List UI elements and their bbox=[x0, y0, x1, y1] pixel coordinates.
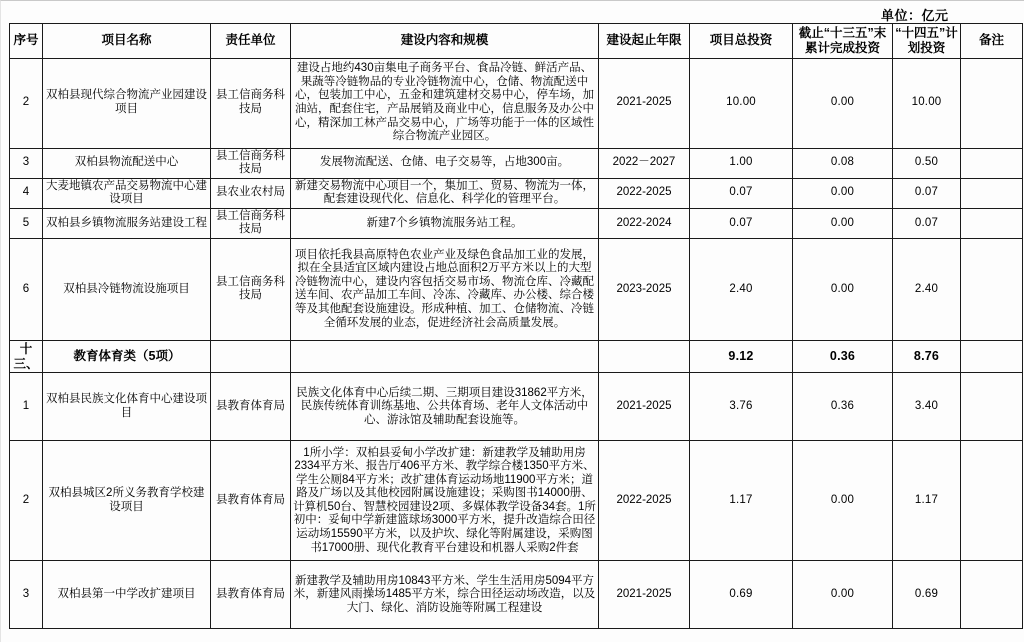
cell-planned: 10.00 bbox=[893, 58, 961, 148]
cell-note bbox=[961, 340, 1023, 373]
cell-note bbox=[961, 441, 1023, 561]
cell-project-name: 双柏县乡镇物流服务站建设工程 bbox=[43, 208, 211, 238]
cell-content: 发展物流配送、仓储、电子交易等，占地300亩。 bbox=[291, 148, 599, 178]
table-row bbox=[10, 148, 1023, 178]
cell-project-name: 双柏县物流配送中心 bbox=[43, 148, 211, 178]
header-unit: 责任单位 bbox=[211, 24, 291, 59]
cell-content: 1所小学：双柏县妥甸小学改扩建：新建教学及辅助用房2334平方米、报告厅406平方米、教学综合楼1350平方米、学生公厕84平方米；改扩建体育运动场地11900平方米；道路及广场以及其他校园附属设施建设；采购图书14000册、计算机50台、智慧校园建设2项、多媒体教学设备34套。1所初中：妥甸中学新建篮球场3000平方米，提升改造综合田径运动场15590平方米，以及护坎、绿化等附属建设，采购图书17000册、现代化教育平台建设和机器人采购2件套 bbox=[291, 441, 599, 561]
cell-note bbox=[961, 561, 1023, 629]
cell-section-no: 十三、 bbox=[10, 340, 43, 373]
cell-completed: 0.00 bbox=[793, 441, 893, 561]
header-completed: 截止“十三五”末累计完成投资 bbox=[793, 24, 893, 59]
cell-total: 2.40 bbox=[690, 238, 793, 340]
cell-no: 3 bbox=[10, 561, 43, 629]
cell-project-name: 双柏县民族文化体育中心建设项目 bbox=[43, 373, 211, 441]
cell-note bbox=[961, 58, 1023, 148]
cell-years: 2021-2025 bbox=[599, 373, 690, 441]
cell-planned: 3.40 bbox=[893, 373, 961, 441]
cell-planned: 0.50 bbox=[893, 148, 961, 178]
cell-content: 新建教学及辅助用房10843平方米、学生生活用房5094平方米，新建风雨操场1485平方米，综合田径运动场改造，以及大门、绿化、消防设施等附属工程建设 bbox=[291, 561, 599, 629]
cell-no: 6 bbox=[10, 238, 43, 340]
cell-planned: 2.40 bbox=[893, 238, 961, 340]
cell-completed: 0.00 bbox=[793, 208, 893, 238]
cell-completed: 0.00 bbox=[793, 561, 893, 629]
cell-project-name: 双柏县冷链物流设施项目 bbox=[43, 238, 211, 340]
header-name: 项目名称 bbox=[43, 24, 211, 59]
cell-years: 2022－2027 bbox=[599, 148, 690, 178]
cell-content: 民族文化体育中心后续二期、三期项目建设31862平方米，民族传统体育训练基地、公共体育场、老年人文体活动中心、游泳馆及辅助配套设施等。 bbox=[291, 373, 599, 441]
cell-note bbox=[961, 148, 1023, 178]
cell-project-name: 双柏县第一中学改扩建项目 bbox=[43, 561, 211, 629]
cell-unit: 县农业农村局 bbox=[211, 178, 291, 208]
cell-total: 0.07 bbox=[690, 208, 793, 238]
cell-years: 2021-2025 bbox=[599, 561, 690, 629]
cell-completed: 0.36 bbox=[793, 340, 893, 373]
cell-unit: 县教育体育局 bbox=[211, 373, 291, 441]
cell-years: 2023-2025 bbox=[599, 238, 690, 340]
header-years: 建设起止年限 bbox=[599, 24, 690, 59]
cell-total: 10.00 bbox=[690, 58, 793, 148]
cell-years: 2022-2025 bbox=[599, 441, 690, 561]
header-note: 备注 bbox=[961, 24, 1023, 59]
cell-no: 5 bbox=[10, 208, 43, 238]
header-no: 序号 bbox=[10, 24, 43, 59]
cell-completed: 0.08 bbox=[793, 148, 893, 178]
table-header-row bbox=[10, 24, 1023, 59]
cell-no: 2 bbox=[10, 441, 43, 561]
header-planned: “十四五”计划投资 bbox=[893, 24, 961, 59]
cell-completed: 0.00 bbox=[793, 238, 893, 340]
cell-planned: 1.17 bbox=[893, 441, 961, 561]
cell-no: 4 bbox=[10, 178, 43, 208]
cell-no: 1 bbox=[10, 373, 43, 441]
cell-planned: 0.07 bbox=[893, 178, 961, 208]
cell-content: 新建7个乡镇物流服务站工程。 bbox=[291, 208, 599, 238]
cell-completed: 0.00 bbox=[793, 58, 893, 148]
cell-unit: 县工信商务科技局 bbox=[211, 238, 291, 340]
cell-planned: 0.69 bbox=[893, 561, 961, 629]
cell-note bbox=[961, 208, 1023, 238]
table-row bbox=[10, 441, 1023, 561]
cell-content: 新建交易物流中心项目一个，集加工、贸易、物流为一体，配套建设现代化、信息化、科学化的管理平台。 bbox=[291, 178, 599, 208]
cell-project-name: 大麦地镇农产品交易物流中心建设项目 bbox=[43, 178, 211, 208]
cell-planned: 8.76 bbox=[893, 340, 961, 373]
cell-years: 2022-2025 bbox=[599, 178, 690, 208]
cell-total: 1.00 bbox=[690, 148, 793, 178]
cell-section-title: 教育体育类（5项） bbox=[43, 340, 211, 373]
table-row bbox=[10, 561, 1023, 629]
unit-label: 单位：亿元 bbox=[881, 8, 949, 23]
cell-completed: 0.00 bbox=[793, 178, 893, 208]
cell-total: 0.07 bbox=[690, 178, 793, 208]
cell-unit: 县教育体育局 bbox=[211, 441, 291, 561]
cell-unit: 县工信商务科技局 bbox=[211, 148, 291, 178]
section-row bbox=[10, 340, 1023, 373]
cell-completed: 0.36 bbox=[793, 373, 893, 441]
cell-years bbox=[599, 340, 690, 373]
cell-note bbox=[961, 238, 1023, 340]
cell-total: 9.12 bbox=[690, 340, 793, 373]
project-investment-table bbox=[9, 23, 1023, 629]
cell-project-name: 双柏县现代综合物流产业园建设项目 bbox=[43, 58, 211, 148]
table-row bbox=[10, 208, 1023, 238]
cell-years: 2021-2025 bbox=[599, 58, 690, 148]
cell-total: 3.76 bbox=[690, 373, 793, 441]
header-content: 建设内容和规模 bbox=[291, 24, 599, 59]
header-total: 项目总投资 bbox=[690, 24, 793, 59]
cell-total: 1.17 bbox=[690, 441, 793, 561]
cell-content: 项目依托我县高原特色农业产业及绿色食品加工业的发展，拟在全县适宜区域内建设占地总面积2万平方米以上的大型冷链物流中心，建设内容包括交易市场、物流仓库、冷藏配送车间、农产品加工车间、冷冻、冷藏库、办公楼、综合楼等及其他配套设施建设。形成种植、加工、仓储物流、冷链全循环发展的业态，促进经济社会高质量发展。 bbox=[291, 238, 599, 340]
table-row bbox=[10, 178, 1023, 208]
cell-unit bbox=[211, 340, 291, 373]
cell-project-name: 双柏县城区2所义务教育学校建设项目 bbox=[43, 441, 211, 561]
table-row bbox=[10, 238, 1023, 340]
cell-unit: 县工信商务科技局 bbox=[211, 58, 291, 148]
cell-planned: 0.07 bbox=[893, 208, 961, 238]
cell-note bbox=[961, 178, 1023, 208]
cell-unit: 县教育体育局 bbox=[211, 561, 291, 629]
cell-unit: 县工信商务科技局 bbox=[211, 208, 291, 238]
cell-no: 2 bbox=[10, 58, 43, 148]
table-row bbox=[10, 373, 1023, 441]
cell-years: 2022-2024 bbox=[599, 208, 690, 238]
cell-no: 3 bbox=[10, 148, 43, 178]
cell-content bbox=[291, 340, 599, 373]
cell-total: 0.69 bbox=[690, 561, 793, 629]
cell-content: 建设占地约430亩集电子商务平台、食品冷链、鲜活产品、果蔬等冷链物品的专业冷链物流中心，仓储、物流配送中心，包装加工中心，五金和建筑建材交易中心，停车场，加油站，配套住宅，产品展销及商业中心，信息服务及办公中心，精深加工林产品交易中心，广场等功能于一体的区域性综合物流产业园区。 bbox=[291, 58, 599, 148]
cell-note bbox=[961, 373, 1023, 441]
table-row bbox=[10, 58, 1023, 148]
